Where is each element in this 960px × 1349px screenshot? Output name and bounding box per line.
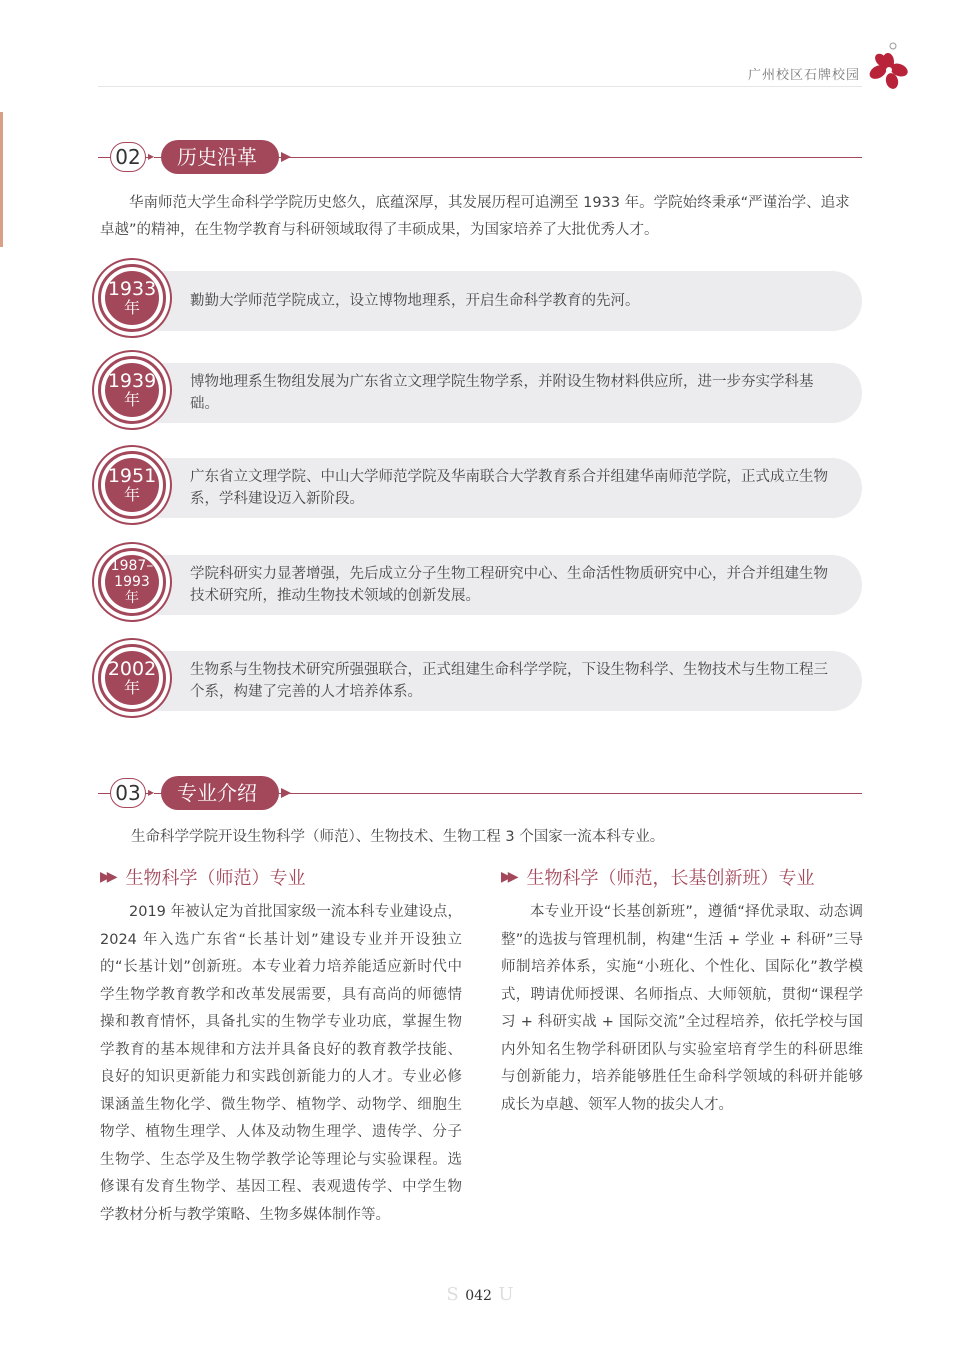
watermark-letter: S <box>446 1284 459 1305</box>
year-text: 1939 <box>107 370 157 392</box>
year-unit: 年 <box>123 298 140 317</box>
timeline-item <box>98 271 862 333</box>
section-number: 02 <box>110 142 146 172</box>
year-badge <box>98 264 166 332</box>
year-unit: 年 <box>123 678 140 697</box>
year-unit: 年 <box>123 485 140 504</box>
bauhinia-flower-icon <box>866 40 910 90</box>
page-number: 042 <box>465 1288 492 1304</box>
timeline-item <box>98 651 862 713</box>
header-divider <box>98 86 862 87</box>
timeline-item <box>98 458 862 520</box>
timeline-text: 勷勤大学师范学院成立，设立博物地理系，开启生命科学教育的先河。 <box>190 293 640 309</box>
watermark-letter: U <box>498 1284 514 1305</box>
major-title: 生物科学（师范，长基创新班）专业 <box>526 868 815 889</box>
year-text: 1987– <box>110 558 154 574</box>
timeline-item <box>98 555 862 617</box>
timeline-item <box>98 363 862 425</box>
major-heading <box>501 864 815 890</box>
year-unit: 年 <box>123 390 140 409</box>
major-heading <box>100 864 306 890</box>
major-description: 本专业开设“长基创新班”，遵循“择优录取、动态调整”的选拔与管理机制，构建“生活 + 学业 + 科研”三导师制培养体系，实施“小班化、个性化、国际化”教学模式，聘请优师授课、名师指点、大师领航，贯彻“课程学习 + 科研实战 + 国际交流”全过程培养，依托学校与国内外知名生物学科研团队与实验室培育学生的科研思维与创新能力，培养能够胜任生命科学领域的科研并能够成长为卓越、领军人物的拔尖人才。 <box>501 904 863 1113</box>
year-badge <box>98 356 166 424</box>
timeline-text: 广东省立文理学院、中山大学师范学院及华南联合大学教育系合并组建华南师范学院，正式成立生物系，学科建设迈入新阶段。 <box>190 469 828 507</box>
year-text: 1951 <box>107 465 157 487</box>
double-triangle-arrow-icon: ▶▶ <box>501 869 515 885</box>
majors-intro: 生命科学学院开设生物科学（师范）、生物技术、生物工程 3 个国家一流本科专业。 <box>131 829 665 845</box>
year-text: 2002 <box>107 658 157 680</box>
timeline-text: 博物地理系生物组发展为广东省立文理学院生物学系，并附设生物材料供应所，进一步夯实学科基础。 <box>190 374 814 412</box>
section-history-header <box>98 140 862 176</box>
arrow-right-icon: ▸ <box>148 785 155 799</box>
section-majors-header <box>98 776 862 812</box>
year-unit: 1993 年 <box>114 574 150 606</box>
major-description: 2019 年被认定为首批国家级一流本科专业建设点，2024 年入选广东省“长基计划”建设专业并开设独立的“长基计划”创新班。本专业着力培养能适应新时代中学生物学教育教学和改革发展需要，具有高尚的师德情操和教育情怀，具备扎实的生物学专业功底，掌握生物学教育的基本规律和方法并具备良好的教育教学技能、良好的知识更新能力和实践创新能力的人才。专业必修课涵盖生物化学、微生物学、植物学、动物学、细胞生物学、植物生理学、人体及动物生理学、遗传学、分子生物学、生态学及生物学教学论等理论与实验课程。选修课有发育生物学、基因工程、表观遗传学、中学生物学教材分析与教学策略、生物多媒体制作等。 <box>100 904 462 1223</box>
timeline-text: 学院科研实力显著增强，先后成立分子生物工程研究中心、生命活性物质研究中心，并合并组建生物技术研究所，推动生物技术领域的创新发展。 <box>190 566 828 604</box>
year-badge <box>98 644 166 712</box>
year-badge <box>98 451 166 519</box>
arrow-right-icon: ▸ <box>148 149 155 163</box>
timeline-text: 生物系与生物技术研究所强强联合，正式组建生命科学学院，下设生物科学、生物技术与生物工程三个系，构建了完善的人才培养体系。 <box>190 662 828 700</box>
section-title: 历史沿革 <box>161 140 279 174</box>
major-title: 生物科学（师范）专业 <box>125 868 306 889</box>
edge-color-tab <box>0 112 3 247</box>
double-triangle-arrow-icon: ▶▶ <box>100 869 114 885</box>
page-number-footer <box>0 1284 960 1305</box>
campus-label: 广州校区石牌校园 <box>747 68 860 83</box>
year-text: 1933 <box>107 278 157 300</box>
section-title: 专业介绍 <box>161 776 279 810</box>
history-intro: 华南师范大学生命科学学院历史悠久，底蕴深厚，其发展历程可追溯至 1933 年。学院始终秉承“严谨治学、追求卓越”的精神，在生物学教育与科研领域取得了丰硕成果，为国家培养了大批优秀人才。 <box>100 195 850 238</box>
year-badge <box>98 548 166 616</box>
section-number: 03 <box>110 778 146 808</box>
